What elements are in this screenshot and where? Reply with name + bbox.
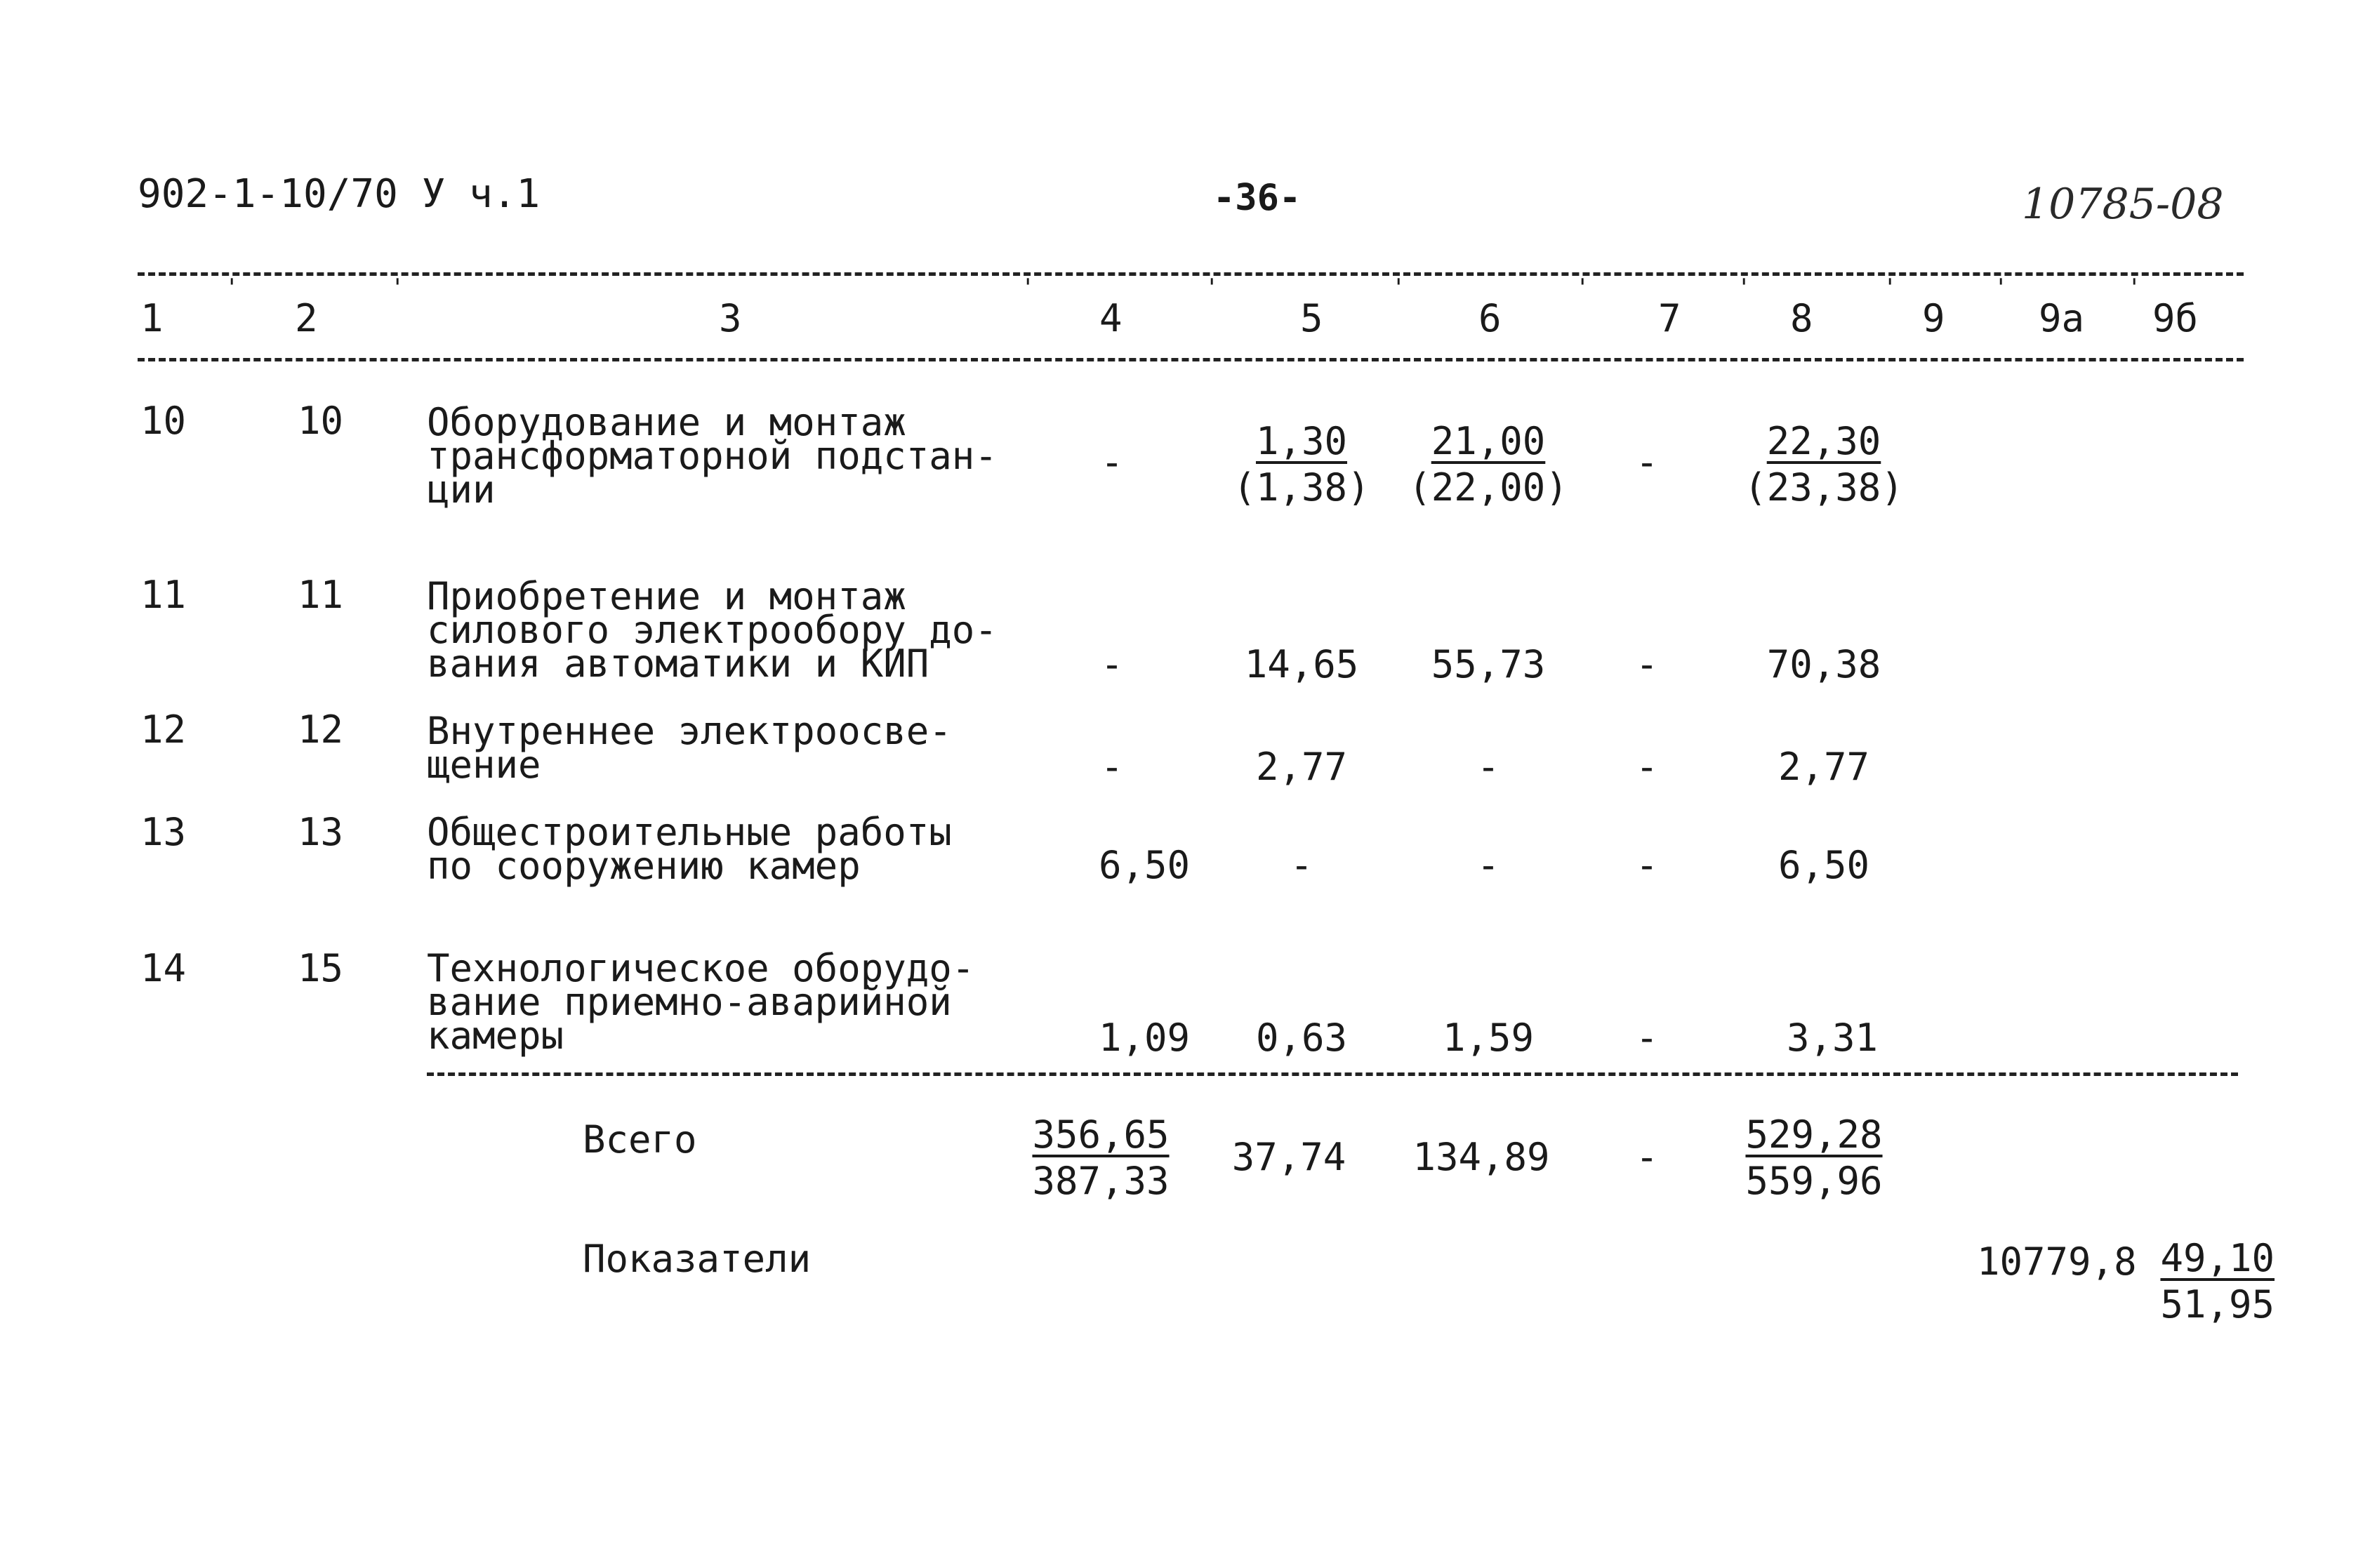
column-header-8: 8 xyxy=(1790,296,1813,340)
total-col4: 356,65 387,33 xyxy=(1032,1112,1170,1203)
position-number: 10 xyxy=(298,399,344,443)
header-bottom-rule xyxy=(138,358,2244,361)
total-col8: 529,28 559,96 xyxy=(1745,1112,1883,1203)
value-col8: 22,30 (23,38) xyxy=(1744,419,1904,510)
value-col7: - xyxy=(1635,440,1659,484)
work-description: Технологическое оборудо- вание приемно-аварийной камеры xyxy=(427,946,975,1058)
position-number: 15 xyxy=(298,946,344,990)
indicators-label: Показатели xyxy=(583,1237,812,1281)
column-header-6: 6 xyxy=(1478,296,1502,340)
value-col8: 70,38 xyxy=(1766,642,1881,686)
work-description: Приобретение и монтаж силового электрообору до- вания автоматики и КИП xyxy=(427,574,998,686)
column-header-5: 5 xyxy=(1300,296,1323,340)
total-col6: 134,89 xyxy=(1412,1135,1550,1179)
value-col6: 21,00 (22,00) xyxy=(1408,419,1568,510)
column-header-3: 3 xyxy=(719,296,742,340)
total-col5: 37,74 xyxy=(1231,1135,1346,1179)
value-col4: - xyxy=(1100,642,1124,686)
column-header-7: 7 xyxy=(1658,296,1681,340)
work-description: Оборудование и монтаж трансформаторной подстан- ции xyxy=(427,400,998,512)
value-col5: 14,65 xyxy=(1244,642,1359,686)
value-col7: - xyxy=(1635,745,1659,789)
column-separator: ' xyxy=(1883,274,1898,302)
totals-rule xyxy=(427,1072,2238,1076)
row-number: 12 xyxy=(140,707,187,752)
work-description: Внутреннее электроосве- щение xyxy=(427,709,952,787)
position-number: 12 xyxy=(298,707,344,752)
value-col8: 3,31 xyxy=(1786,1016,1879,1060)
sheet-number: 10785-08 xyxy=(2022,180,2224,229)
position-number: 11 xyxy=(298,573,344,617)
value-col6: 1,59 xyxy=(1442,1016,1535,1060)
value-col7: - xyxy=(1635,843,1659,887)
row-number: 13 xyxy=(140,810,187,854)
column-header-9a: 9а xyxy=(2039,296,2085,340)
indicator-col9b: 49,10 51,95 xyxy=(2160,1236,2275,1327)
work-description: Общестроительные работы по сооружению камер xyxy=(427,810,952,888)
column-separator: ' xyxy=(1205,274,1219,302)
value-col7: - xyxy=(1635,642,1659,686)
value-col4: - xyxy=(1100,745,1124,789)
value-col8: 2,77 xyxy=(1778,745,1870,789)
column-separator: ' xyxy=(2127,274,2142,302)
indicator-col9a: 10779,8 xyxy=(1977,1240,2137,1284)
value-col5: 0,63 xyxy=(1255,1016,1348,1060)
value-col8: 6,50 xyxy=(1778,843,1870,887)
value-col7: - xyxy=(1635,1016,1659,1060)
page-number: -36- xyxy=(1213,177,1302,219)
column-header-1: 1 xyxy=(140,296,164,340)
column-separator: ' xyxy=(1737,274,1752,302)
position-number: 13 xyxy=(298,810,344,854)
document-code: 902-1-10/70 У ч.1 xyxy=(138,171,541,217)
totals-label: Всего xyxy=(583,1117,697,1162)
column-header-9: 9 xyxy=(1922,296,1945,340)
value-col5: 2,77 xyxy=(1255,745,1348,789)
row-number: 14 xyxy=(140,946,187,990)
value-col4: 6,50 xyxy=(1098,843,1191,887)
value-col6: - xyxy=(1476,843,1500,887)
value-col6: 55,73 xyxy=(1431,642,1546,686)
column-separator: ' xyxy=(1021,274,1035,302)
column-header-2: 2 xyxy=(295,296,318,340)
value-col5: 1,30 (1,38) xyxy=(1233,419,1370,510)
value-col6: - xyxy=(1476,745,1500,789)
value-col5: - xyxy=(1290,843,1313,887)
row-number: 10 xyxy=(140,399,187,443)
column-separator: ' xyxy=(225,274,239,302)
column-separator: ' xyxy=(1994,274,2008,302)
column-separator: ' xyxy=(1575,274,1590,302)
column-header-4: 4 xyxy=(1099,296,1123,340)
column-separator: ' xyxy=(1391,274,1406,302)
column-header-9b: 9б xyxy=(2152,296,2199,340)
row-number: 11 xyxy=(140,573,187,617)
column-separator: ' xyxy=(390,274,405,302)
value-col4: - xyxy=(1100,440,1124,484)
total-col7: - xyxy=(1635,1135,1659,1179)
header-top-rule xyxy=(138,272,2244,276)
value-col4: 1,09 xyxy=(1098,1016,1191,1060)
